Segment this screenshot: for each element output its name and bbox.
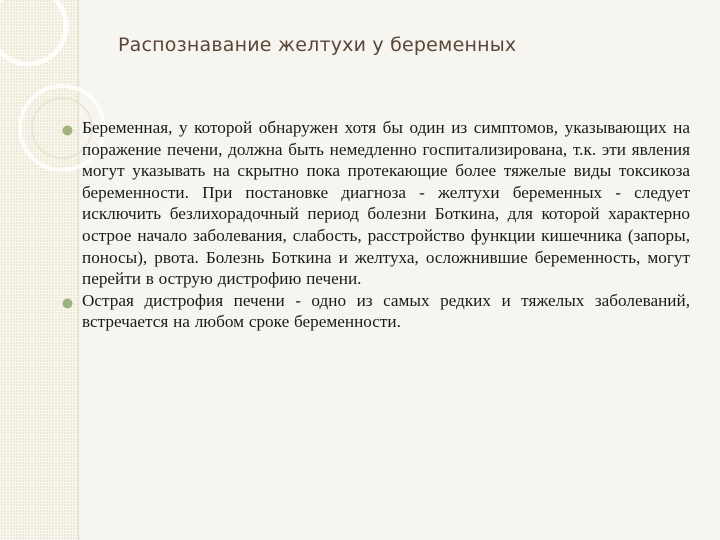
- bullet-text: Беременная, у которой обнаружен хотя бы один из симптомов, указывающих на поражение печени, должна быть немедленно госпитализирована, т.к. эти явления могут указывать на скрытно пока протекающие более тяжелые виды токсикоза беременности. При постановке диагноза - желтухи беременных - следует исключить безлихорадочный период болезни Боткина, для которой характерно острое начало заболевания, слабость, расстройство функции кишечника (запоры, поносы), рвота. Болезнь Боткина и желтуха, осложнившие беременность, могут перейти в острую дистрофию печени.: [82, 118, 690, 289]
- bullet-item: [62, 290, 690, 333]
- bullet-item: [62, 117, 690, 290]
- circle-bullet-icon: [62, 125, 73, 136]
- bullet-list: [62, 117, 690, 333]
- bullet-text: Острая дистрофия печени - одно из самых редких и тяжелых заболеваний, встречается на любом сроке беременности.: [82, 290, 690, 332]
- slide-title: Распознавание желтухи у беременных: [118, 34, 517, 56]
- circle-bullet-icon: [62, 298, 73, 309]
